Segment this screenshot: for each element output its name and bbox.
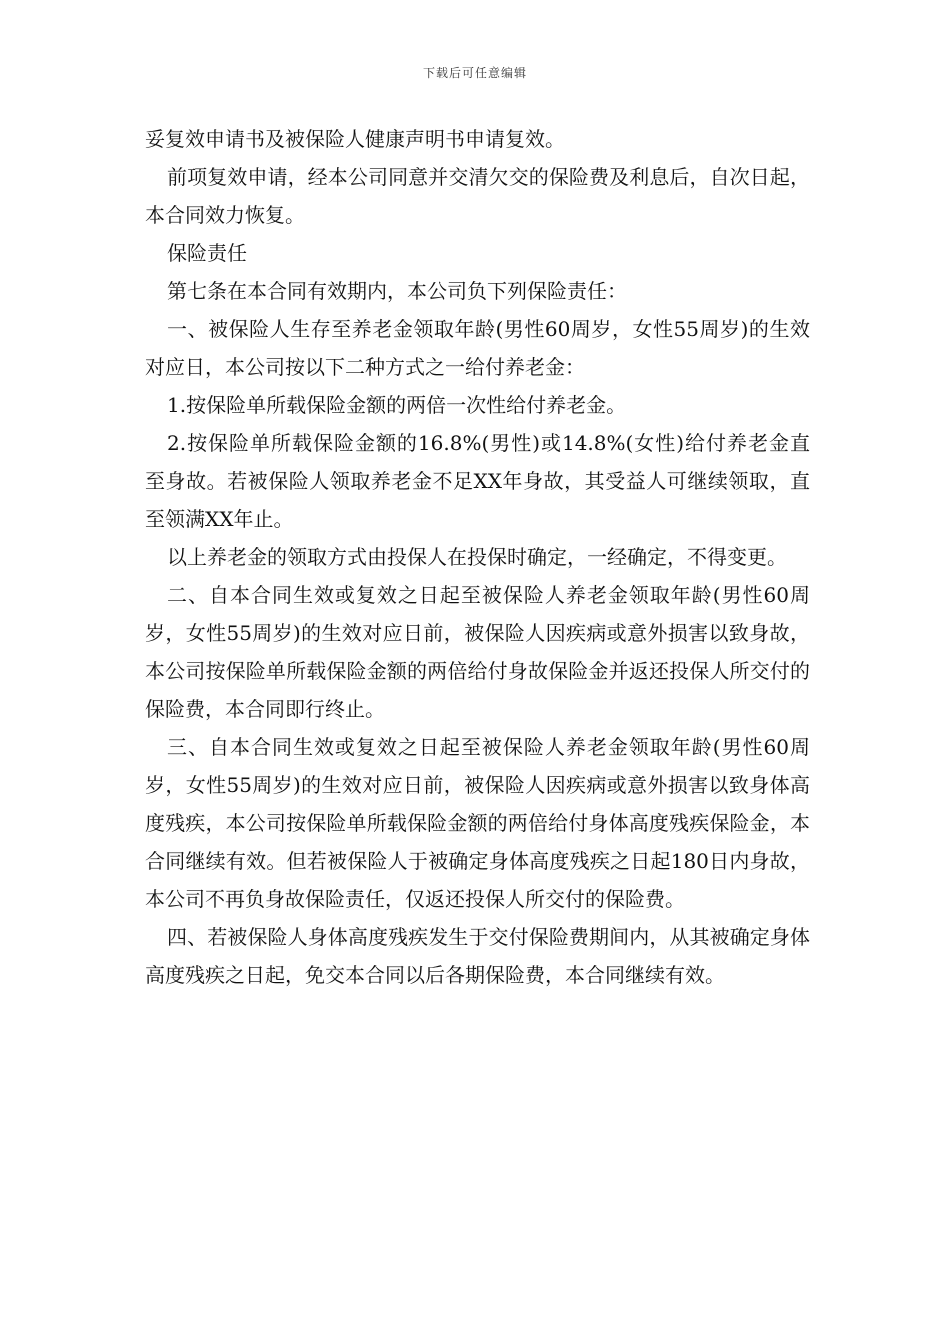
document-body — [145, 120, 810, 994]
paragraph-article-seven: 第七条在本合同有效期内，本公司负下列保险责任： — [167, 279, 627, 303]
paragraph-clause-two: 二、自本合同生效或复效之日起至被保险人养老金领取年龄(男性60周岁，女性55周岁)的生效对应日前，被保险人因疾病或意外损害以致身故，本公司按保险单所载保险金额的两倍给付身故保险金并返还投保人所交付的保险费，本合同即行终止。 — [145, 583, 810, 721]
page-header: 下载后可任意编辑 — [422, 66, 527, 80]
paragraph-clause-one: 一、被保险人生存至养老金领取年龄(男性60周岁，女性55周岁)的生效对应日，本公司按以下二种方式之一给付养老金： — [145, 317, 810, 379]
paragraph-reinstatement-effect: 前项复效申请，经本公司同意并交清欠交的保险费及利息后，自次日起，本合同效力恢复。 — [145, 165, 810, 227]
paragraph-clause-four: 四、若被保险人身体高度残疾发生于交付保险费期间内，从其被确定身体高度残疾之日起，免交本合同以后各期保险费，本合同继续有效。 — [145, 925, 810, 987]
paragraph-option-one: 1.按保险单所载保险金额的两倍一次性给付养老金。 — [167, 393, 627, 417]
paragraph-option-two: 2.按保险单所载保险金额的16.8%(男性)或14.8%(女性)给付养老金直 至身故。若被保险人领取养老金不足XX年身故，其受益人可继续领取，直至领满XX年止。 — [145, 431, 810, 531]
paragraph-clause-three: 三、自本合同生效或复效之日起至被保险人养老金领取年龄(男性60周岁，女性55周岁)的生效对应日前，被保险人因疾病或意外损害以致身体高度残疾，本公司按保险单所载保险金额的两倍给付身体高度残疾保险金，本合同继续有效。但若被保险人于被确定身体高度残疾之日起180日内身故，本公司不再负身故保险责任，仅返还投保人所交付的保险费。 — [145, 735, 810, 911]
paragraph-payout-method: 以上养老金的领取方式由投保人在投保时确定，一经确定，不得变更。 — [167, 545, 787, 569]
paragraph-reinstatement-application: 妥复效申请书及被保险人健康声明书申请复效。 — [145, 127, 565, 151]
section-heading-insurance-liability: 保险责任 — [167, 241, 247, 265]
